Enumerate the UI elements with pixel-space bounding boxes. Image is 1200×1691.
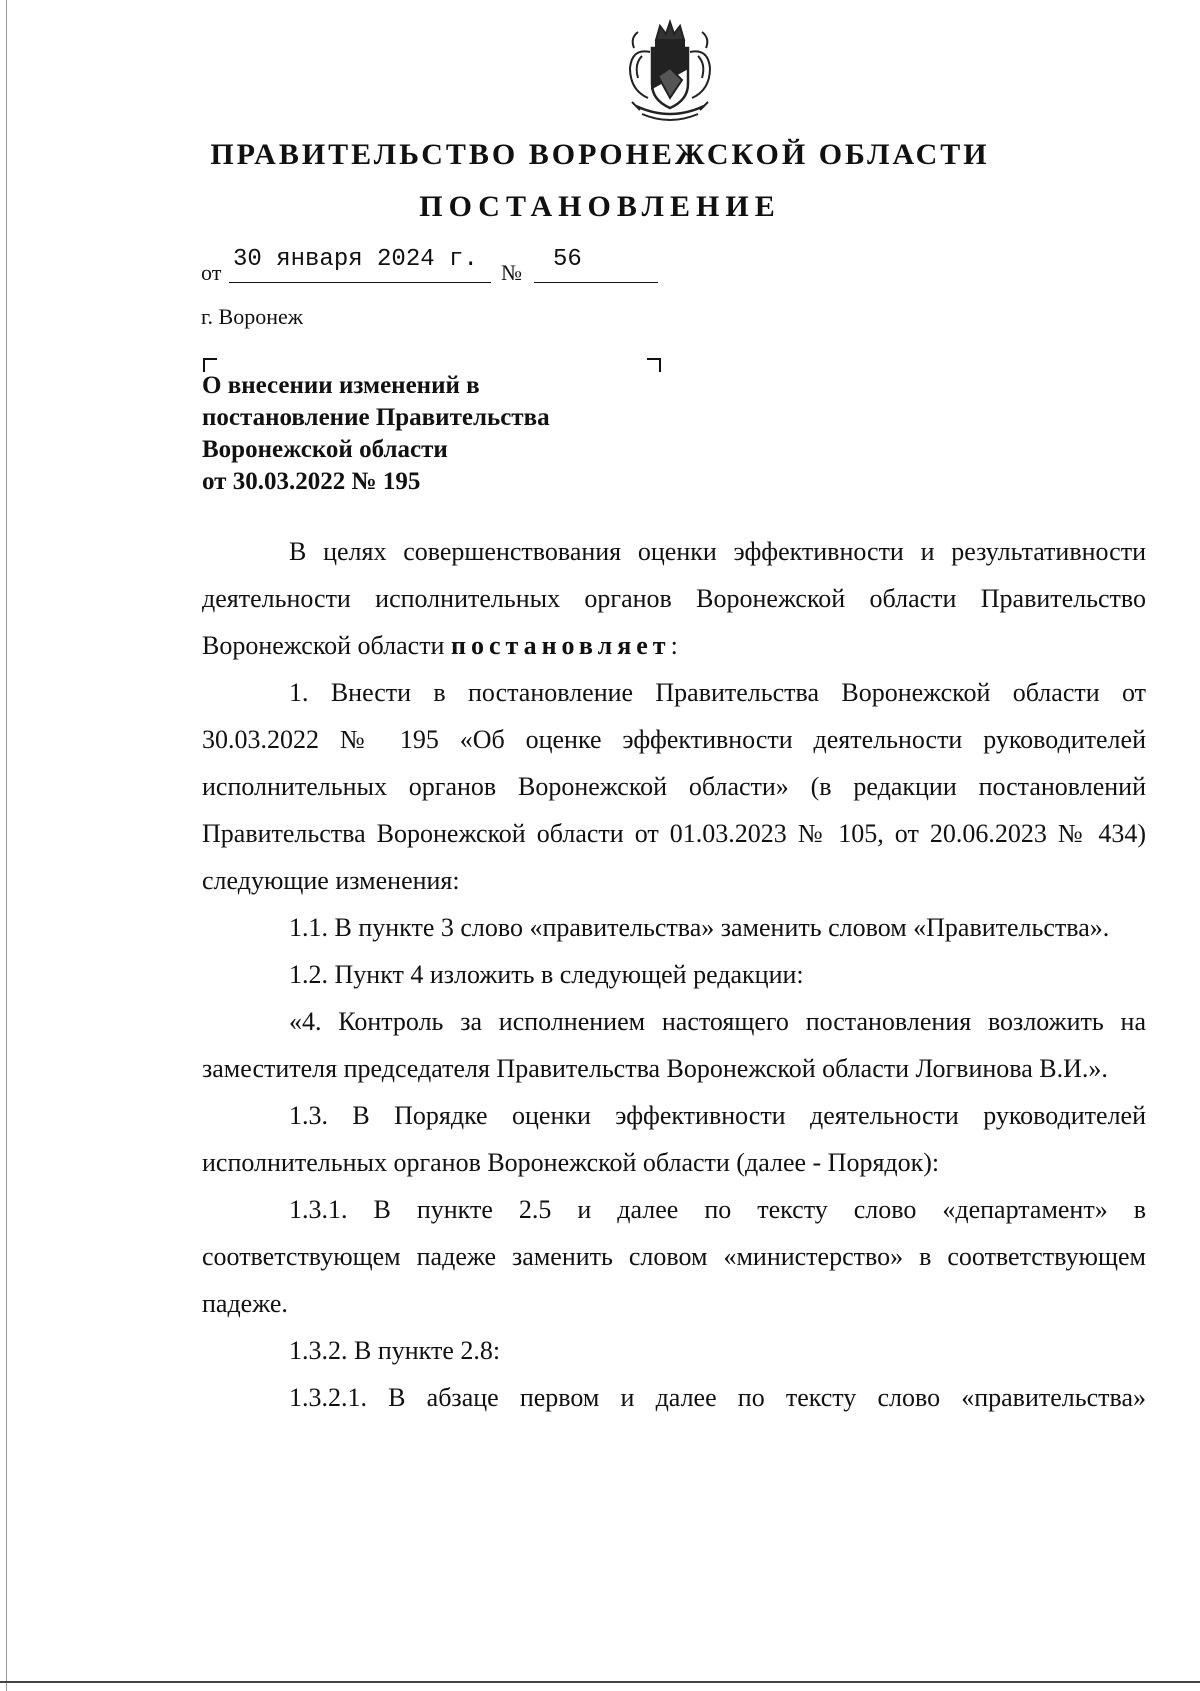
paragraph-1-3-1: 1.3.1. В пункте 2.5 и далее по тексту слово «департамент» в соответствующем падеже заменить словом «министерство» в соответствующем падеже. (202, 1195, 1146, 1318)
paragraph-1-3: 1.3. В Порядке оценки эффективности деятельности руководителей исполнительных органов Воронежской области (далее - Порядок): (202, 1101, 1146, 1177)
document-date: 30 января 2024 г. (233, 246, 478, 273)
city: г. Воронеж (201, 304, 303, 329)
from-label: от (201, 260, 222, 285)
document-subject (202, 370, 662, 498)
paragraph-quote: «4. Контроль за исполнением настоящего постановления возложить на заместителя председателя Правительства Воронежской области Логвинова В.И.». (202, 1007, 1146, 1083)
document-type: ПОСТАНОВЛЕНИЕ (419, 190, 781, 223)
document-body (202, 528, 1146, 1421)
subject-line: постановление Правительства (202, 404, 550, 431)
document-number: 56 (553, 246, 582, 273)
scan-edge-line (6, 0, 7, 1691)
preamble-end: : (670, 631, 678, 660)
date-number-row (201, 246, 671, 286)
date-underline (229, 282, 491, 283)
subject-line: от 30.03.2022 № 195 (202, 468, 421, 495)
voronezh-coat-of-arms-icon (612, 18, 728, 128)
subject-line: Воронежской области (202, 436, 448, 463)
paragraph-1-3-2-1: 1.3.2.1. В абзаце первом и далее по тексту слово «правительства» (289, 1383, 1146, 1412)
preamble-paragraph (202, 528, 1146, 669)
paragraph-1-2: 1.2. Пункт 4 изложить в следующей редакции: (289, 960, 804, 989)
page-bottom-line (0, 1681, 1200, 1683)
organization-title: ПРАВИТЕЛЬСТВО ВОРОНЕЖСКОЙ ОБЛАСТИ (210, 138, 990, 171)
subject-line: О внесении изменений в (202, 372, 480, 399)
preamble-text: В целях совершенствования оценки эффективности и результативности деятельности исполнительных органов Воронежской области Правительство Воронежской области (202, 537, 1146, 660)
paragraph-1: 1. Внести в постановление Правительства Воронежской области от 30.03.2022 № 195 «Об оценке эффективности деятельности руководителей исполнительных органов Воронежской области» (в редакции постановлений Правительства Воронежской области от 01.03.2023 № 105, от 20.06.2023 № 434) следующие изменения: (202, 678, 1146, 895)
resolution-keyword: постановляет (450, 631, 671, 660)
paragraph-1-3-2: 1.3.2. В пункте 2.8: (289, 1336, 501, 1365)
number-underline (534, 282, 658, 283)
paragraph-1-1: 1.1. В пункте 3 слово «правительства» заменить словом «Правительства». (289, 913, 1110, 942)
number-label: № (501, 260, 522, 285)
